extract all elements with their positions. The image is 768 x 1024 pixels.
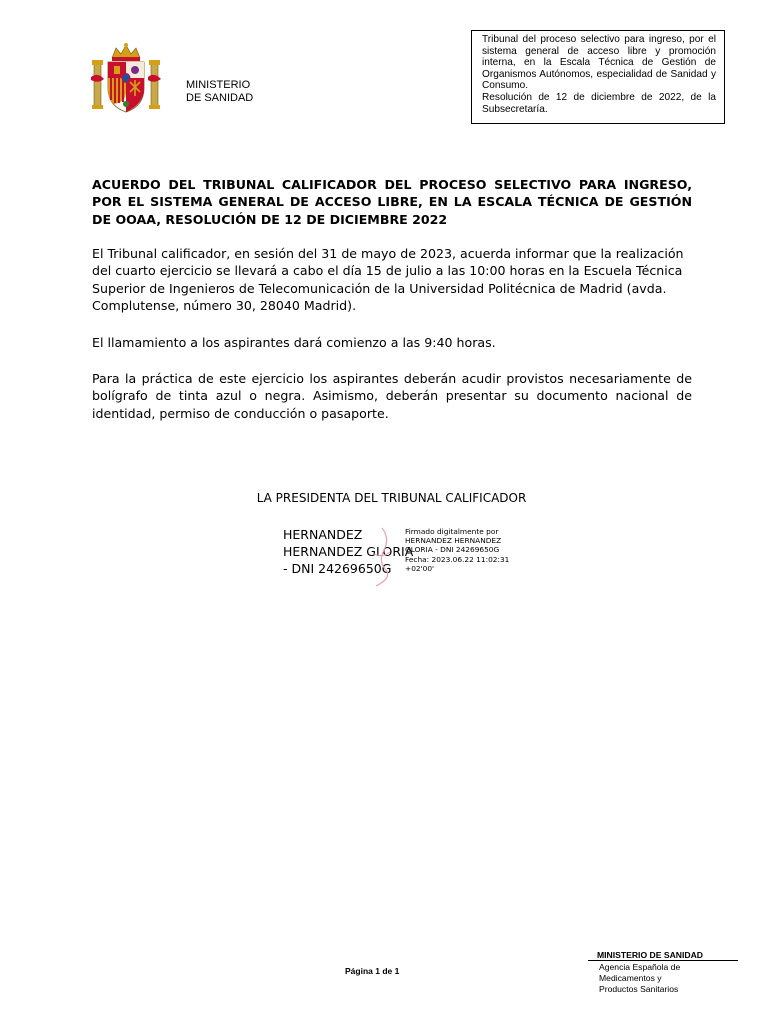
paragraph-3-text: Para la práctica de este ejercicio los aspirantes deberán acudir provistos necesariamente de bolígrafo de tinta azul o negra. Asimismo, deberán presentar su documento nacional de identidad, permiso de conducción o pasaporte. — [92, 371, 692, 421]
digital-signature-mark-icon — [360, 524, 400, 588]
paragraph-requirements — [92, 370, 692, 422]
paragraph-exam-date — [92, 245, 692, 314]
footer-agency-line-1: Agencia Española de — [599, 962, 681, 972]
footer-divider — [588, 960, 738, 961]
signature-detail-line-1: Firmado digitalmente por — [405, 527, 499, 536]
signature-detail-line-3: GLORIA - DNI 24269650G — [405, 545, 500, 555]
page-number: Página 1 de 1 — [345, 966, 400, 976]
paragraph-call-time — [92, 334, 692, 351]
signer-name-line-3: - DNI 24269650G — [283, 561, 392, 576]
signer-title: LA PRESIDENTA DEL TRIBUNAL CALIFICADOR — [256, 491, 527, 505]
signature-detail-line-5: +02'00' — [405, 563, 435, 573]
signature-details — [405, 527, 509, 573]
signature-detail-line-4: Fecha: 2023.06.22 11:02:31 — [405, 554, 510, 564]
coat-of-arms-logo — [90, 42, 162, 116]
tribunal-description: Tribunal del proceso selectivo para ingreso, por el sistema general de acceso libre y promoción interna, en la Escala Técnica de Gestión de Organismos Autónomos, especialidad de Sanidad y Consumo. — [482, 34, 716, 92]
ministry-line-2: DE SANIDAD — [186, 92, 254, 104]
paragraph-2-text: El llamamiento a los aspirantes dará comienzo a las 9:40 horas. — [92, 335, 496, 350]
tribunal-info-box — [471, 30, 725, 124]
footer-ministry: MINISTERIO DE SANIDAD — [597, 950, 703, 960]
signer-name-line-2: HERNANDEZ GLORIA — [283, 544, 414, 559]
signer-name-line-1: HERNANDEZ — [283, 527, 363, 542]
footer-agency-line-2: Medicamentos y — [599, 973, 662, 983]
heading-text: ACUERDO DEL TRIBUNAL CALIFICADOR DEL PROCESO SELECTIVO PARA INGRESO, POR EL SISTEMA GENERAL DE ACCESO LIBRE, EN LA ESCALA TÉCNICA DE GESTIÓN DE OOAA, RESOLUCIÓN DE 12 DE DICIEMBRE 2022 — [92, 177, 692, 227]
footer-agency — [599, 962, 680, 995]
signature-detail-line-2: HERNANDEZ HERNANDEZ — [405, 536, 502, 546]
ministry-line-1: MINISTERIO — [186, 79, 251, 91]
paragraph-1-text: El Tribunal calificador, en sesión del 31 de mayo de 2023, acuerda informar que la realización del cuarto ejercicio se llevará a cabo el día 15 de julio a las 10:00 horas en la Escuela Técnica Superior de Ingenieros de Telecomunicación de la Universidad Politécnica de Madrid (avda. Complutense, número 30, 28040 Madrid). — [92, 246, 684, 313]
ministry-name — [186, 79, 253, 105]
footer-agency-line-3: Productos Sanitarios — [599, 984, 679, 994]
document-heading — [92, 176, 692, 228]
tribunal-resolution: Resolución de 12 de diciembre de 2022, de la Subsecretaría. — [482, 91, 716, 115]
